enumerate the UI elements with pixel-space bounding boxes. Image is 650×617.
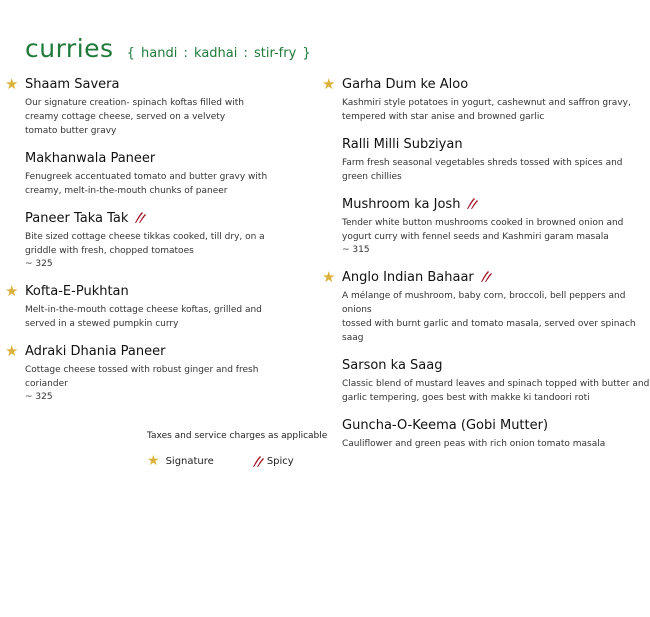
dish-name: Garha Dum ke Aloo <box>342 77 469 92</box>
menu-header <box>25 34 311 63</box>
dish-name: Ralli Milli Subziyan <box>342 137 463 152</box>
menu-footer <box>147 431 347 470</box>
menu-item <box>322 196 650 257</box>
legend-spicy-label: Spicy <box>266 456 294 467</box>
description-line: Melt-in-the-mouth cottage cheese koftas, grilled and <box>25 305 262 315</box>
menu-item <box>5 76 295 138</box>
dish-name: Kofta-E-Pukhtan <box>25 284 129 299</box>
menu-item <box>322 136 650 184</box>
taxes-note: Taxes and service charges as applicable <box>147 431 328 441</box>
star-icon: ★ <box>5 282 19 300</box>
dish-price: ~ 325 <box>25 259 53 269</box>
dish-name: Guncha-O-Keema (Gobi Mutter) <box>342 418 549 433</box>
description-line: Farm fresh seasonal vegetables shreds tossed with spices and green chillies <box>342 158 623 182</box>
dish-description <box>25 230 295 258</box>
description-line: tomato butter gravy <box>25 126 117 136</box>
chilli-icon <box>478 270 492 283</box>
dish-name-row <box>25 343 295 360</box>
dish-name: Mushroom ka Josh <box>342 197 461 212</box>
dish-name-row <box>25 150 295 167</box>
star-icon: ★ <box>147 453 160 469</box>
dish-name-row <box>342 196 650 213</box>
menu-item <box>322 357 650 405</box>
dish-name-row <box>25 76 295 93</box>
dish-description <box>342 216 650 244</box>
menu-item <box>5 283 295 331</box>
dish-name: Adraki Dhania Paneer <box>25 344 166 359</box>
dish-name-row <box>342 269 650 286</box>
description-line: Kashmiri style potatoes in yogurt, cashewnut and saffron gravy, <box>342 98 631 108</box>
dish-description <box>25 363 295 391</box>
description-line: griddle with fresh, chopped tomatoes <box>25 246 194 256</box>
dish-name-row <box>342 417 650 434</box>
dish-description <box>342 289 650 345</box>
description-line: creamy, melt-in-the-mouth chunks of paneer <box>25 186 228 196</box>
dish-price: ~ 325 <box>25 392 53 402</box>
description-line: tossed with burnt garlic and tomato masala, served over spinach saag <box>342 319 636 343</box>
dish-description <box>342 156 650 184</box>
section-title: curries <box>25 34 114 63</box>
dish-description <box>25 170 295 198</box>
dish-name: Shaam Savera <box>25 77 120 92</box>
description-line: creamy cottage cheese, served on a velvety <box>25 112 226 122</box>
description-line: served in a stewed pumpkin curry <box>25 319 179 329</box>
description-line: Cauliflower and green peas with rich onion tomato masala <box>342 439 606 449</box>
dish-name: Sarson ka Saag <box>342 358 443 373</box>
star-icon: ★ <box>322 268 336 286</box>
dish-description <box>342 96 650 124</box>
dish-name: Anglo Indian Bahaar <box>342 270 474 285</box>
description-line: Classic blend of mustard leaves and spinach topped with butter and <box>342 379 650 389</box>
legend-signature-label: Signature <box>165 456 214 467</box>
dish-name: Paneer Taka Tak <box>25 211 129 226</box>
description-line: A mélange of mushroom, baby corn, broccoli, bell peppers and onions <box>342 291 626 315</box>
chilli-icon <box>132 211 146 224</box>
menu-item <box>5 210 295 271</box>
star-icon: ★ <box>5 342 19 360</box>
dish-description <box>25 303 295 331</box>
description-line: yogurt curry with fennel seeds and Kashmiri garam masala <box>342 232 609 242</box>
dish-name-row <box>342 76 650 93</box>
description-line: Cottage cheese tossed with robust ginger and fresh coriander <box>25 365 259 389</box>
star-icon: ★ <box>322 75 336 93</box>
description-line: Our signature creation- spinach koftas filled with <box>25 98 244 108</box>
dish-description <box>342 377 650 405</box>
menu-item <box>5 343 295 404</box>
dish-description <box>342 437 650 451</box>
menu-item <box>322 76 650 124</box>
description-line: tempered with star anise and browned garlic <box>342 112 545 122</box>
left-menu-column <box>5 76 295 416</box>
dish-name-row <box>25 210 295 227</box>
description-line: Fenugreek accentuated tomato and butter gravy with <box>25 172 268 182</box>
dish-description <box>25 96 295 138</box>
dish-price: ~ 315 <box>342 245 370 255</box>
dish-name-row <box>342 357 650 374</box>
section-subtitle: { handi : kadhai : stir-fry } <box>126 46 311 61</box>
menu-item <box>5 150 295 198</box>
menu-item <box>322 417 650 451</box>
menu-item <box>322 269 650 345</box>
dish-name-row <box>25 283 295 300</box>
chilli-icon <box>464 197 478 210</box>
legend <box>147 453 347 470</box>
description-line: garlic tempering, goes best with makke ki tandoori roti <box>342 393 590 403</box>
right-menu-column <box>322 76 650 463</box>
description-line: Bite sized cottage cheese tikkas cooked, till dry, on a <box>25 232 265 242</box>
dish-name-row <box>342 136 650 153</box>
chilli-icon <box>250 455 264 468</box>
description-line: Tender white button mushrooms cooked in browned onion and <box>342 218 624 228</box>
dish-name: Makhanwala Paneer <box>25 151 156 166</box>
star-icon: ★ <box>5 75 19 93</box>
